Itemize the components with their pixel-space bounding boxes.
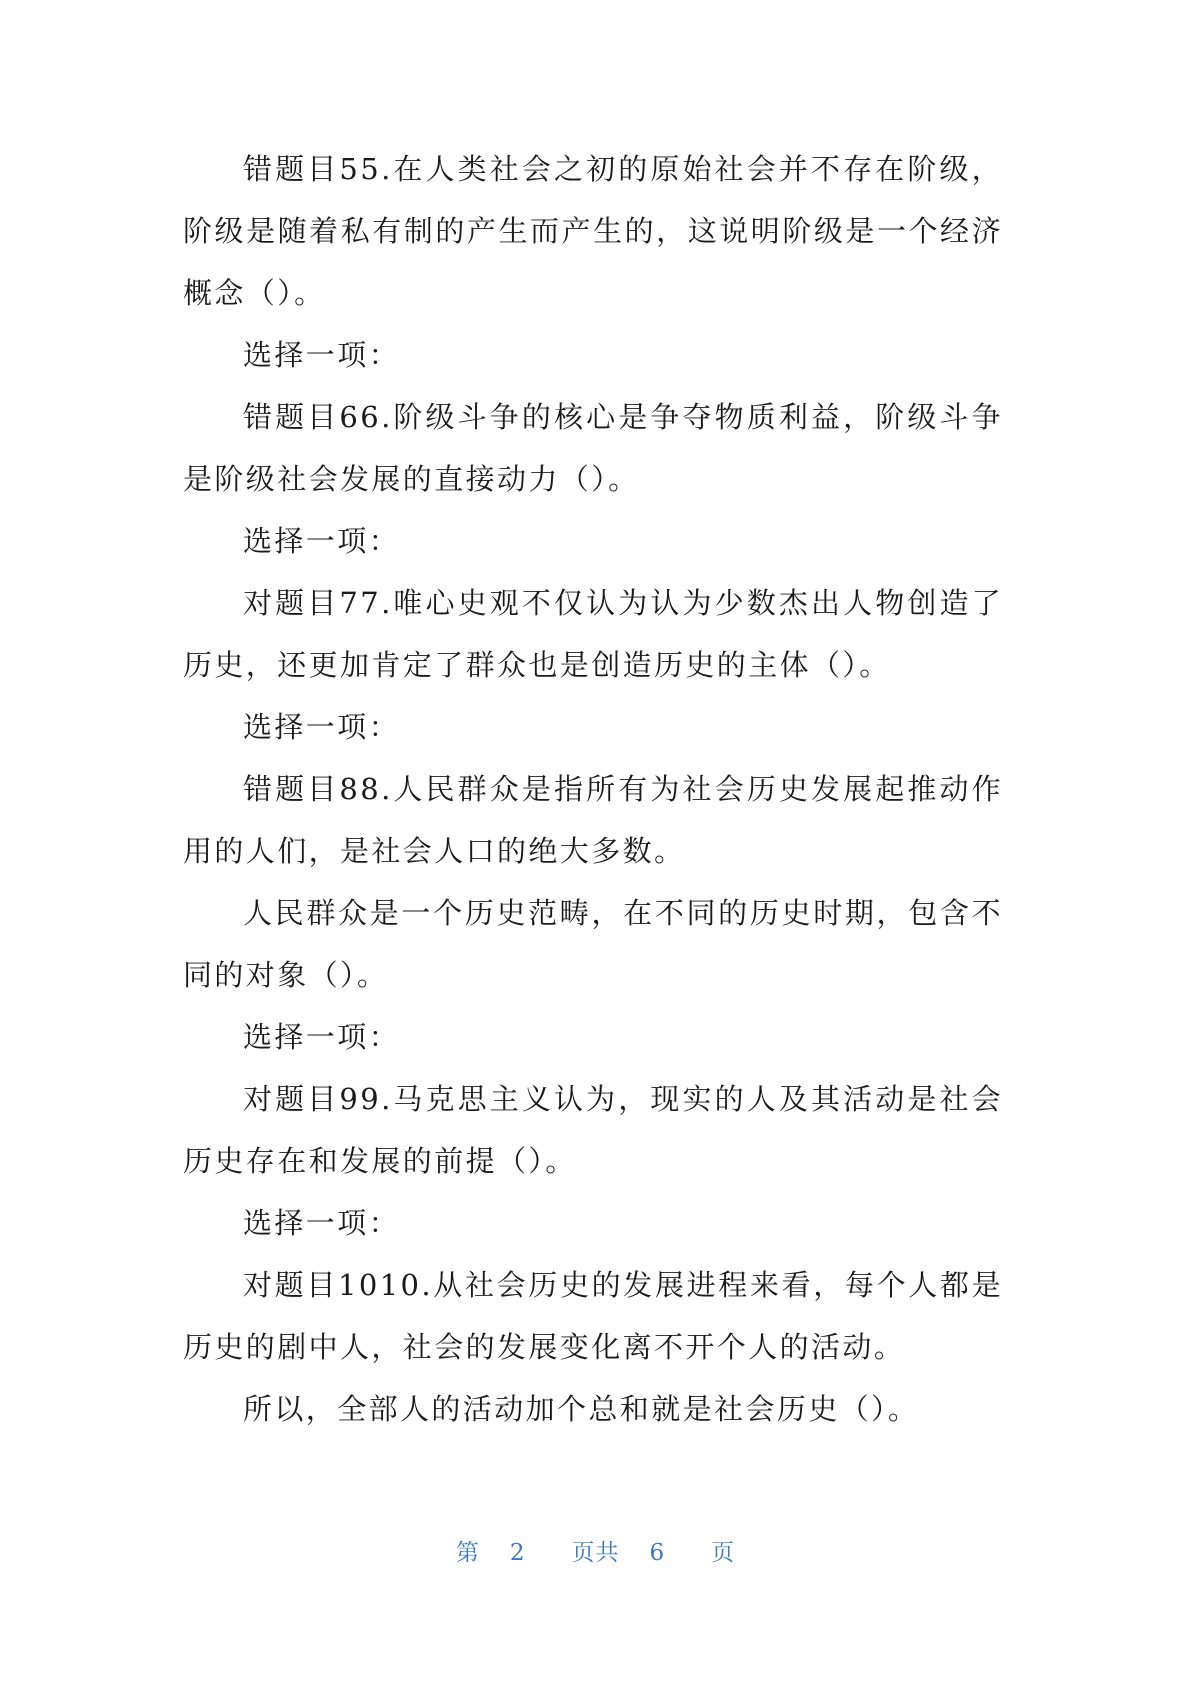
question-77: 对题目77.唯心史观不仅认为认为少数杰出人物创造了历史，还更加肯定了群众也是创造历史的主体（）。 — [183, 586, 1003, 682]
choose-one-label: 选择一项： — [243, 524, 401, 558]
footer-total-pages: 6 — [649, 1540, 666, 1566]
document-body — [183, 138, 1003, 1440]
choose-one-label: 选择一项： — [243, 338, 401, 372]
footer-ye-gong: 页共 — [571, 1540, 620, 1566]
question-66: 错题目66.阶级斗争的核心是争夺物质利益，阶级斗争是阶级社会发展的直接动力（）。 — [183, 400, 1003, 496]
question-88-continued: 人民群众是一个历史范畴，在不同的历史时期，包含不同的对象（）。 — [183, 896, 1003, 992]
question-88: 错题目88.人民群众是指所有为社会历史发展起推动作用的人们，是社会人口的绝大多数。 — [183, 772, 1003, 868]
footer-page-number: 2 — [509, 1540, 526, 1566]
question-1010: 对题目1010.从社会历史的发展进程来看，每个人都是历史的剧中人，社会的发展变化离不开个人的活动。 — [183, 1268, 1003, 1364]
choose-one-label: 选择一项： — [243, 1020, 401, 1054]
question-99: 对题目99.马克思主义认为，现实的人及其活动是社会历史存在和发展的前提（）。 — [183, 1082, 1003, 1178]
choose-one-label: 选择一项： — [243, 710, 401, 744]
question-55: 错题目55.在人类社会之初的原始社会并不存在阶级，阶级是随着私有制的产生而产生的，这说明阶级是一个经济概念（）。 — [183, 152, 1003, 310]
choose-one-label: 选择一项： — [243, 1206, 401, 1240]
footer-di: 第 — [455, 1540, 480, 1566]
question-1010-continued: 所以，全部人的活动加个总和就是社会历史（）。 — [243, 1392, 920, 1426]
page-footer — [0, 1534, 1191, 1567]
footer-ye: 页 — [711, 1540, 736, 1566]
